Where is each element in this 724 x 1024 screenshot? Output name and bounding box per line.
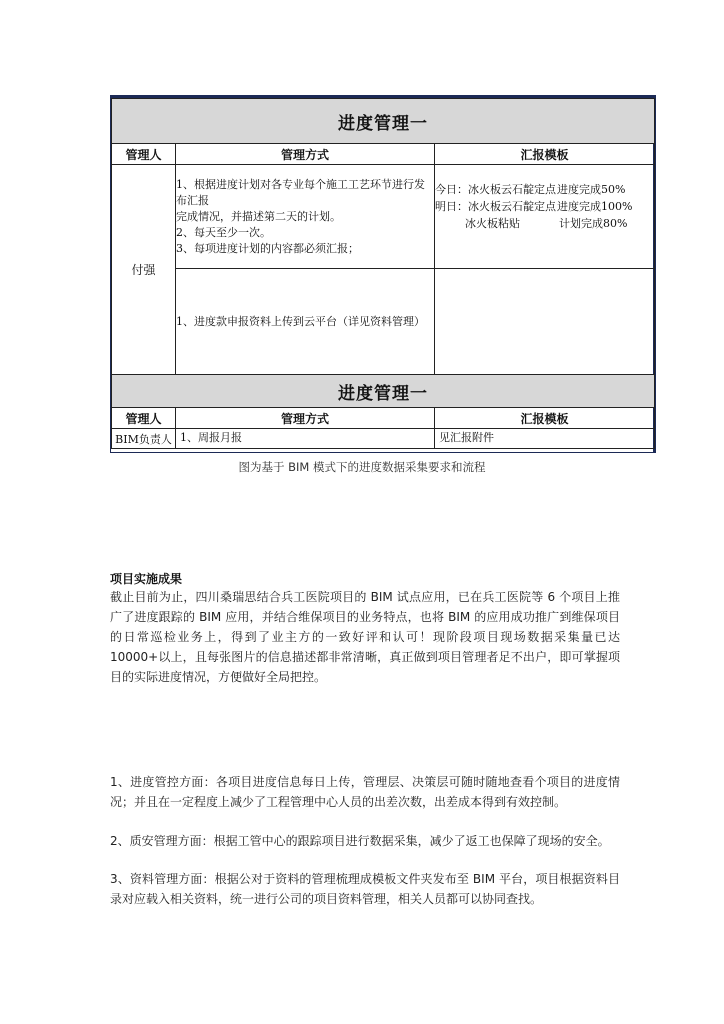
- row2-report: 见汇报附件: [435, 429, 655, 449]
- row1-method-a: [176, 165, 435, 269]
- report-line-1-value: 进度完成50%: [557, 183, 626, 196]
- row2: [112, 429, 655, 449]
- row1-bottom: [112, 269, 655, 375]
- report-line-2: [435, 198, 654, 215]
- report-line-3-label: 冰火板粘贴: [465, 217, 520, 230]
- figure-caption: 图为基于 BIM 模式下的进度数据采集要求和流程: [238, 460, 486, 474]
- progress-table-image: [110, 95, 656, 453]
- row1-report: [435, 165, 655, 269]
- paragraph-results: 截止目前为止，四川桑瑞思结合兵工医院项目的 BIM 试点应用，已在兵工医院等 6 个项目上推广了进度跟踪的 BIM 应用，并结合维保项目的业务特点，也将 BIM 的应用成功推广到维保项目的日常巡检业务上，得到了业主方的一致好评和认可！现阶段项目现场数据采集量已达 10000+以上，且每张图片的信息描述都非常清晰，真正做到项目管理者足不出户，即可掌握项目的实际进度情况，方便做好全局把控。: [110, 590, 620, 684]
- paragraph-progress-control: 1、进度管控方面：各项目进度信息每日上传，管理层、决策层可随时随地查看个项目的进度情况；并且在一定程度上减少了工程管理中心人员的出差次数，出差成本得到有效控制。: [110, 775, 620, 809]
- section2-title: 进度管理一: [112, 375, 655, 408]
- row1-top: [112, 165, 655, 269]
- progress-table: [111, 98, 655, 449]
- header2-report: 汇报模板: [435, 408, 655, 429]
- row1-method-b: 1、进度款申报资料上传到云平台（详见资料管理）: [176, 269, 435, 375]
- row2-manager: BIM负责人: [112, 429, 176, 449]
- header-report: 汇报模板: [435, 144, 655, 165]
- method-a-line-3: 2、每天至少一次。: [176, 226, 271, 239]
- paragraph-quality-safety: 2、质安管理方面：根据工管中心的跟踪项目进行数据采集，减少了返工也保障了现场的安全。: [110, 834, 610, 848]
- section1-header-row: [112, 144, 655, 165]
- method-a-line-1: 1、根据进度计划对各专业每个施工工艺环节进行发布汇报: [176, 178, 425, 207]
- header-method: 管理方式: [176, 144, 435, 165]
- report-line-3: [435, 215, 654, 232]
- report-line-2-value: 进度完成100%: [557, 200, 633, 213]
- section1-title-row: [112, 99, 655, 144]
- report-line-1: [435, 181, 654, 198]
- row2-method: 1、周报月报: [176, 429, 435, 449]
- section2-title-row: [112, 375, 655, 408]
- paragraph-document-management: 3、资料管理方面：根据公对于资料的管理梳理成模板文件夹发布至 BIM 平台，项目根据资料目录对应载入相关资料，统一进行公司的项目资料管理，相关人员都可以协同查找。: [110, 872, 620, 906]
- section2-header-row: [112, 408, 655, 429]
- header-manager: 管理人: [112, 144, 176, 165]
- report-line-1-label: 今日：冰火板云石靛定点: [435, 183, 556, 196]
- row1-manager: 付强: [112, 165, 176, 375]
- report-line-2-label: 明日：冰火板云石靛定点: [435, 200, 556, 213]
- method-a-line-2: 完成情况，并描述第二天的计划。: [176, 210, 341, 223]
- header2-method: 管理方式: [176, 408, 435, 429]
- method-a-line-4: 3、每项进度计划的内容都必须汇报；: [176, 242, 359, 255]
- report-line-3-value: 计划完成80%: [559, 217, 628, 230]
- section-heading: 项目实施成果: [110, 572, 183, 586]
- row1-report-empty: [435, 269, 655, 375]
- header2-manager: 管理人: [112, 408, 176, 429]
- section1-title: 进度管理一: [112, 99, 655, 144]
